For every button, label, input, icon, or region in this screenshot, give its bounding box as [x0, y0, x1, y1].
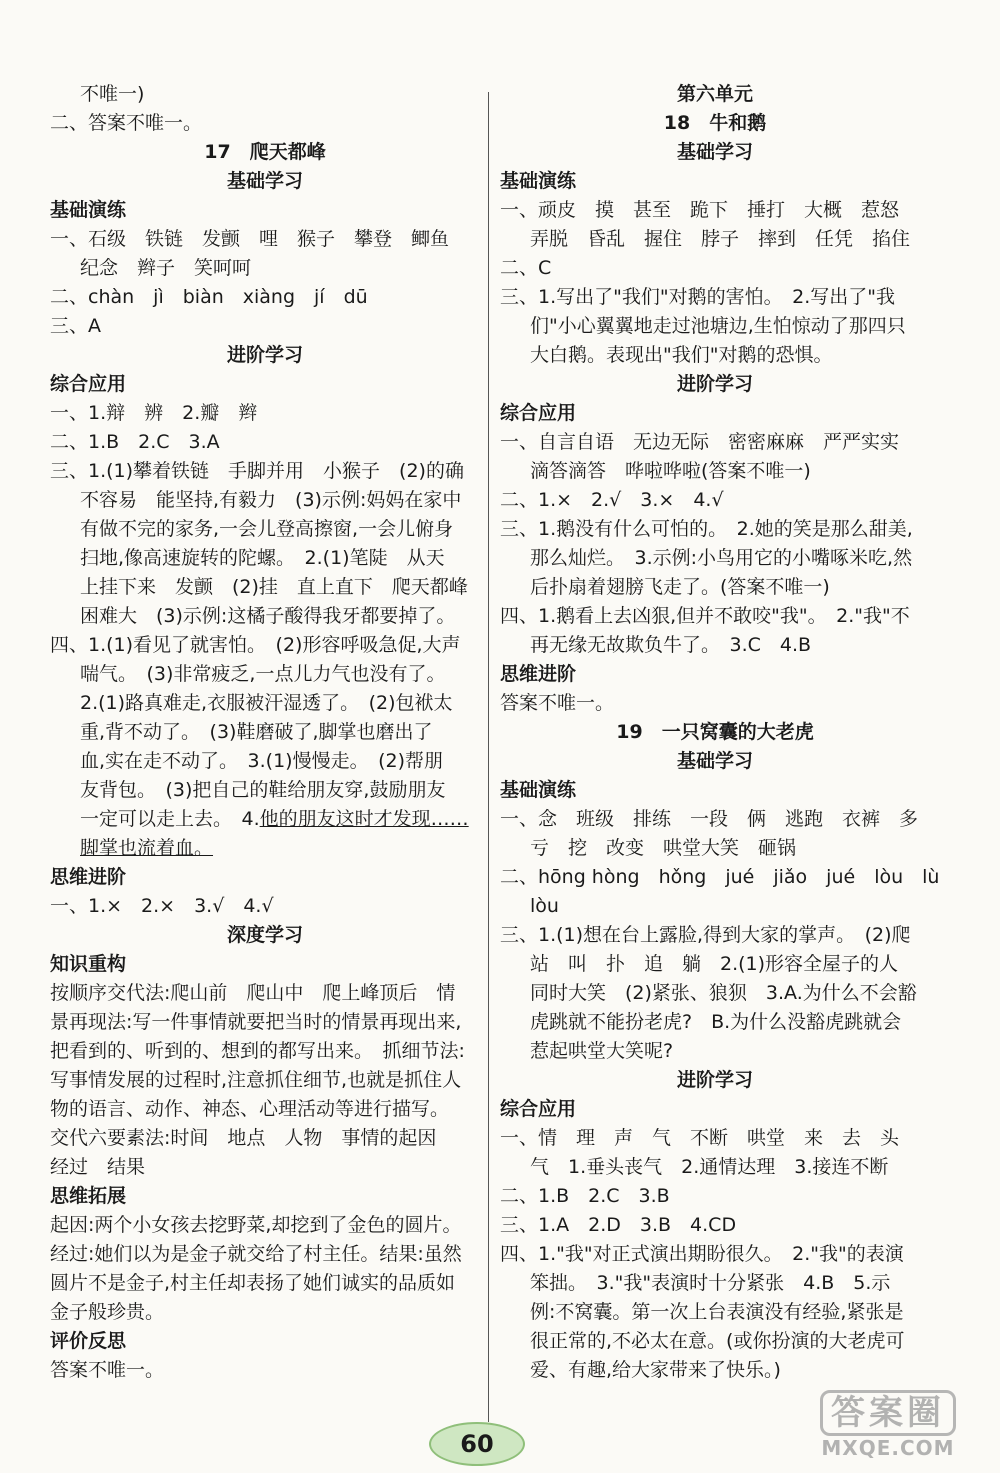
- line-text: 进阶学习: [676, 373, 753, 395]
- line-text: 景再现法:写一件事情就要把当时的情景再现出来,: [50, 1011, 462, 1033]
- line-text: 后扑扇着翅膀飞走了。(答案不唯一): [530, 576, 830, 598]
- line-text: 再无缘无故欺负牛了。 3.C 4.B: [530, 634, 812, 656]
- line-text: 综合应用: [500, 1098, 577, 1120]
- line-text: 上挂下来 发颤 (2)挂 直上直下 爬天都峰: [80, 576, 468, 598]
- answer-line: [50, 689, 480, 718]
- answer-line: [50, 631, 480, 660]
- line-text: 三、A: [50, 315, 101, 337]
- answer-line: [50, 515, 480, 544]
- answer-line: [50, 834, 480, 863]
- line-text: 扫地,像高速旋转的陀螺。 2.(1)笔陡 从天: [80, 547, 445, 569]
- line-text: 二、1.B 2.C 3.B: [500, 1185, 670, 1207]
- line-text: 四、1.(1)看见了就害怕。 (2)形容呼吸急促,大声: [50, 634, 461, 656]
- line-text: 进阶学习: [226, 344, 303, 366]
- answer-line: [50, 660, 480, 689]
- line-text: 综合应用: [50, 373, 127, 395]
- line-text: 基础学习: [676, 141, 753, 163]
- answer-line: [500, 979, 930, 1008]
- line-text: 爱、有趣,给大家带来了快乐。): [530, 1359, 781, 1381]
- line-text: 评价反思: [50, 1330, 127, 1352]
- answer-line: [50, 747, 480, 776]
- line-text: 第六单元: [676, 83, 753, 105]
- subsection-heading: [50, 863, 480, 892]
- subsection-heading: [50, 1327, 480, 1356]
- answer-line: [500, 1037, 930, 1066]
- line-text: 三、1.写出了"我们"对鹅的害怕。 2.写出了"我: [500, 286, 895, 308]
- lesson-title: [500, 109, 930, 138]
- answer-line: [500, 834, 930, 863]
- answer-line: [50, 1124, 480, 1153]
- line-text: 一、1.辩 辨 2.瓣 辫: [50, 402, 258, 424]
- answer-line: [500, 196, 930, 225]
- section-heading: [500, 370, 930, 399]
- line-text: 笨拙。 3."我"表演时十分紧张 4.B 5.示: [530, 1272, 891, 1294]
- watermark-text: 答案圈: [820, 1390, 956, 1436]
- line-text: 经过 结果: [50, 1156, 146, 1178]
- line-text: 三、1.A 2.D 3.B 4.CD: [500, 1214, 737, 1236]
- line-text: 一定可以走上去。 4.: [80, 808, 260, 830]
- line-text: 交代六要素法:时间 地点 人物 事情的起因: [50, 1127, 437, 1149]
- line-text: 一、念 班级 排练 一段 俩 逃跑 衣裤 多: [500, 808, 919, 830]
- line-text: 写事情发展的过程时,注意抓住细节,也就是抓住人: [50, 1069, 462, 1091]
- section-heading: [50, 921, 480, 950]
- subsection-heading: [500, 660, 930, 689]
- answer-line: [50, 1066, 480, 1095]
- section-heading: [500, 747, 930, 776]
- line-text: 二、1.× 2.√ 3.× 4.√: [500, 489, 724, 511]
- answer-line: [500, 1211, 930, 1240]
- line-text: 综合应用: [500, 402, 577, 424]
- line-text: 友背包。 (3)把自己的鞋给朋友穿,鼓励朋友: [80, 779, 446, 801]
- line-text: 弄脱 昏乱 握住 脖子 摔到 任凭 掐住: [530, 228, 911, 250]
- line-text: 基础演练: [500, 170, 577, 192]
- answer-line: [500, 950, 930, 979]
- subsection-heading: [50, 1182, 480, 1211]
- line-text: 二、答案不唯一。: [50, 112, 203, 134]
- answer-line: [500, 1008, 930, 1037]
- answer-line: [50, 254, 480, 283]
- subsection-heading: [500, 776, 930, 805]
- line-text: 金子般珍贵。: [50, 1301, 165, 1323]
- underlined-text: 他的朋友这时才发现……: [259, 808, 469, 830]
- answer-line: [50, 109, 480, 138]
- line-text: 喘气。 (3)非常疲乏,一点儿力气也没有了。: [80, 663, 446, 685]
- answer-line: [50, 486, 480, 515]
- line-text: 惹起哄堂大笑呢?: [530, 1040, 674, 1062]
- answer-line: [500, 312, 930, 341]
- answer-line: [50, 1037, 480, 1066]
- answer-line: [50, 1211, 480, 1240]
- line-text: 同时大笑 (2)紧张、狼狈 3.A.为什么不会豁: [530, 982, 917, 1004]
- lesson-title: [500, 718, 930, 747]
- answer-line: [50, 573, 480, 602]
- left-column: [50, 80, 480, 1385]
- line-text: 三、1.(1)想在台上露脸,得到大家的掌声。 (2)爬: [500, 924, 911, 946]
- line-text: 基础学习: [226, 170, 303, 192]
- answer-line: [500, 689, 930, 718]
- line-text: 二、1.B 2.C 3.A: [50, 431, 220, 453]
- answer-line: [500, 1327, 930, 1356]
- subsection-heading: [50, 196, 480, 225]
- subsection-heading: [500, 1095, 930, 1124]
- answer-line: [500, 863, 940, 892]
- lesson-title: [50, 138, 480, 167]
- answer-line: [50, 1356, 480, 1385]
- section-heading: [50, 167, 480, 196]
- answer-line: [500, 225, 930, 254]
- answer-line: [500, 1298, 930, 1327]
- answer-line: [50, 80, 480, 109]
- answer-line: [500, 515, 930, 544]
- line-text: 思维拓展: [50, 1185, 127, 1207]
- line-text: 们"小心翼翼地走过池塘边,生怕惊动了那四只: [530, 315, 906, 337]
- line-text: 困难大 (3)示例:这橘子酸得我牙都要掉了。: [80, 605, 456, 627]
- answer-line: [50, 312, 480, 341]
- line-text: 2.(1)路真难走,衣服被汗湿透了。 (2)包袱太: [80, 692, 453, 714]
- page-number: 60: [429, 1422, 525, 1466]
- line-text: 基础演练: [50, 199, 127, 221]
- answer-line: [500, 254, 930, 283]
- line-text: 四、1.鹅看上去凶狠,但并不敢咬"我"。 2."我"不: [500, 605, 910, 627]
- section-heading: [500, 138, 930, 167]
- line-text: 17 爬天都峰: [204, 141, 326, 163]
- answer-line: [50, 776, 480, 805]
- answer-line: [500, 892, 930, 921]
- answer-line: [50, 718, 480, 747]
- line-text: 进阶学习: [676, 1069, 753, 1091]
- answer-line: [50, 225, 480, 254]
- answer-line: [500, 544, 930, 573]
- answer-line: [500, 428, 930, 457]
- line-text: 基础学习: [676, 750, 753, 772]
- line-text: 答案不唯一。: [50, 1359, 165, 1381]
- subsection-heading: [50, 370, 480, 399]
- underlined-text: 脚掌也流着血。: [80, 837, 214, 859]
- line-text: 18 牛和鹅: [663, 112, 767, 134]
- unit-title: [500, 80, 930, 109]
- answer-line: [50, 428, 480, 457]
- line-text: 按顺序交代法:爬山前 爬山中 爬上峰顶后 情: [50, 982, 456, 1004]
- line-text: 滴答滴答 哗啦哗啦(答案不唯一): [530, 460, 811, 482]
- line-text: 知识重构: [50, 953, 127, 975]
- line-text: 亏 挖 改变 哄堂大笑 砸锅: [530, 837, 797, 859]
- answer-line: [50, 457, 480, 486]
- answer-line: [500, 805, 930, 834]
- answer-line: [500, 486, 930, 515]
- watermark-url: MXQE.COM: [821, 1436, 955, 1460]
- answer-line: [500, 341, 930, 370]
- line-text: 一、情 理 声 气 不断 哄堂 来 去 头: [500, 1127, 900, 1149]
- line-text: 起因:两个小女孩去挖野菜,却挖到了金色的圆片。: [50, 1214, 462, 1236]
- watermark-logo: [788, 1389, 988, 1461]
- line-text: 经过:她们以为是金子就交给了村主任。结果:虽然: [50, 1243, 462, 1265]
- line-text: 一、顽皮 摸 甚至 跪下 捶打 大概 惹怒: [500, 199, 900, 221]
- answer-line: [50, 1008, 480, 1037]
- line-text: 一、1.× 2.× 3.√ 4.√: [50, 895, 274, 917]
- answer-line: [500, 1153, 930, 1182]
- line-text: 19 一只窝囊的大老虎: [616, 721, 814, 743]
- column-divider: [488, 92, 489, 1422]
- line-text: 基础演练: [500, 779, 577, 801]
- line-text: 四、1."我"对正式演出期盼很久。 2."我"的表演: [500, 1243, 904, 1265]
- answer-line: [50, 602, 480, 631]
- line-text: 不容易 能坚持,有毅力 (3)示例:妈妈在家中: [80, 489, 462, 511]
- line-text: 例:不窝囊。第一次上台表演没有经验,紧张是: [530, 1301, 904, 1323]
- line-text: 那么灿烂。 3.示例:小鸟用它的小嘴啄米吃,然: [530, 547, 913, 569]
- answer-line: [500, 1269, 930, 1298]
- section-heading: [50, 341, 480, 370]
- answer-line: [50, 399, 480, 428]
- line-text: 大白鹅。表现出"我们"对鹅的恐惧。: [530, 344, 833, 366]
- answer-line: [50, 892, 480, 921]
- line-text: 一、石级 铁链 发颤 哩 猴子 攀登 鲫鱼: [50, 228, 450, 250]
- answer-line: [500, 921, 930, 950]
- line-text: 答案不唯一。: [500, 692, 615, 714]
- line-text: 二、C: [500, 257, 552, 279]
- answer-line: [50, 1240, 480, 1269]
- line-text: 气 1.垂头丧气 2.通情达理 3.接连不断: [530, 1156, 889, 1178]
- subsection-heading: [500, 399, 930, 428]
- line-text: 有做不完的家务,一会儿登高擦窗,一会儿俯身: [80, 518, 454, 540]
- line-text: 虎跳就不能扮老虎? B.为什么没豁虎跳就会: [530, 1011, 902, 1033]
- section-heading: [500, 1066, 930, 1095]
- line-text: lòu: [530, 895, 559, 917]
- line-text: 物的语言、动作、神态、心理活动等进行描写。: [50, 1098, 450, 1120]
- subsection-heading: [50, 950, 480, 979]
- line-text: 深度学习: [226, 924, 303, 946]
- line-text: 思维进阶: [500, 663, 577, 685]
- line-text: 很正常的,不必太在意。(或你扮演的大老虎可: [530, 1330, 905, 1352]
- answer-line: [50, 283, 480, 312]
- line-text: 不唯一): [80, 83, 145, 105]
- line-text: 站 叫 扑 追 躺 2.(1)形容全屋子的人: [530, 953, 899, 975]
- answer-line: [50, 979, 480, 1008]
- line-text: 二、chàn jì biàn xiàng jí dū: [50, 286, 368, 308]
- answer-line: [50, 1269, 480, 1298]
- answer-line: [500, 1182, 930, 1211]
- answer-line: [500, 1240, 930, 1269]
- answer-line: [50, 1298, 480, 1327]
- answer-line: [50, 805, 480, 834]
- line-text: 三、1.鹅没有什么可怕的。 2.她的笑是那么甜美,: [500, 518, 913, 540]
- answer-line: [500, 457, 930, 486]
- answer-line: [500, 283, 930, 312]
- line-text: 一、自言自语 无边无际 密密麻麻 严严实实: [500, 431, 900, 453]
- line-text: 三、1.(1)攀着铁链 手脚并用 小猴子 (2)的确: [50, 460, 464, 482]
- right-column: [500, 80, 940, 1385]
- line-text: 思维进阶: [50, 866, 127, 888]
- line-text: 二、hōng hòng hǒng jué jiǎo jué lòu lù: [500, 866, 940, 888]
- line-text: 纪念 辫子 笑呵呵: [80, 257, 252, 279]
- answer-line: [500, 573, 930, 602]
- line-text: 把看到的、听到的、想到的都写出来。 抓细节法:: [50, 1040, 465, 1062]
- answer-line: [500, 1124, 930, 1153]
- line-text: 血,实在走不动了。 3.(1)慢慢走。 (2)帮朋: [80, 750, 443, 772]
- answer-line: [500, 631, 930, 660]
- line-text: 重,背不动了。 (3)鞋磨破了,脚掌也磨出了: [80, 721, 433, 743]
- answer-line: [500, 602, 930, 631]
- answer-line: [50, 1095, 480, 1124]
- answer-line: [500, 1356, 930, 1385]
- answer-line: [50, 1153, 480, 1182]
- subsection-heading: [500, 167, 930, 196]
- answer-line: [50, 544, 480, 573]
- line-text: 圆片不是金子,村主任却表扬了她们诚实的品质如: [50, 1272, 456, 1294]
